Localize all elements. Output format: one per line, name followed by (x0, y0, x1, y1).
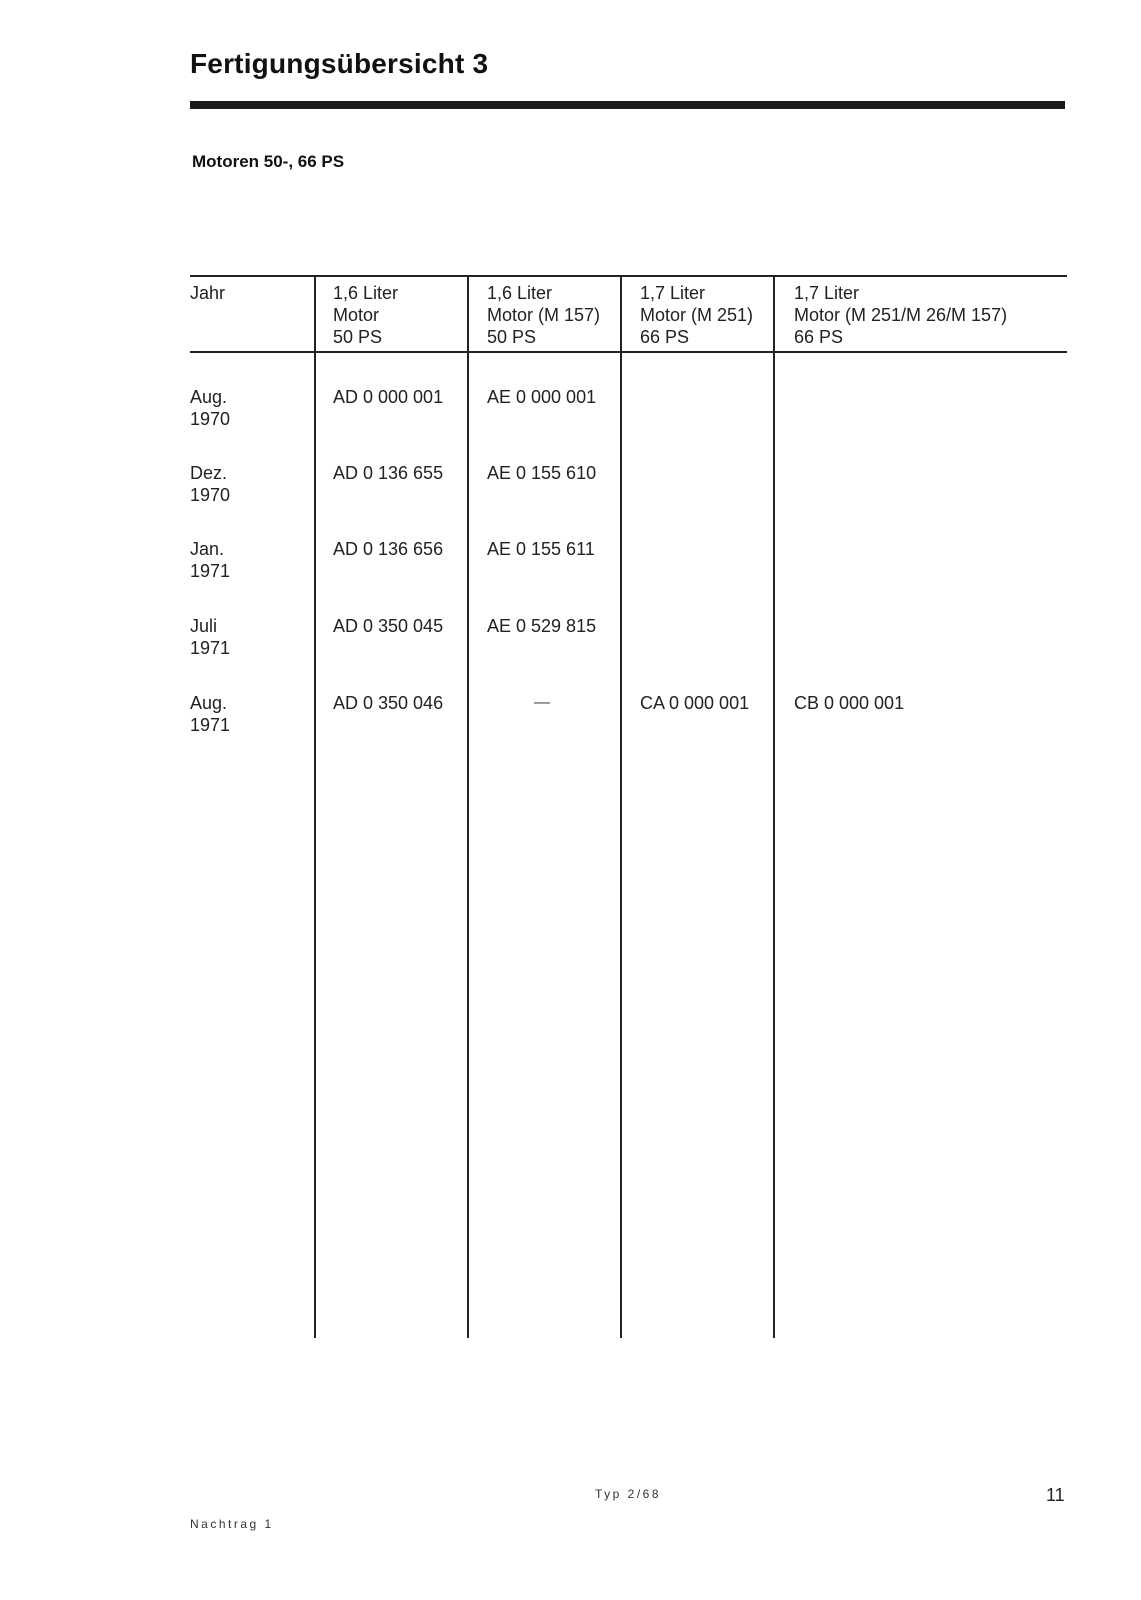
table-cell: AD 0 136 656 (333, 539, 444, 559)
column-divider (467, 276, 469, 1338)
footer-type-label: Typ 2/68 (595, 1487, 662, 1501)
title-rule (190, 101, 1065, 109)
table-cell: AD 0 350 045 (333, 616, 444, 636)
table-cell-empty-dash: — (534, 694, 550, 711)
page-subtitle: Motoren 50-, 66 PS (192, 152, 345, 171)
header-engine-1-6-m157: 1,6 Liter Motor (M 157) 50 PS (487, 283, 601, 347)
table-row-date: Jan. 1971 (190, 539, 231, 581)
table-cell: AD 0 350 046 (333, 693, 444, 713)
table-top-rule (190, 275, 1067, 277)
table-row-date: Aug. 1971 (190, 693, 231, 735)
table-cell: AD 0 000 001 (333, 387, 444, 407)
header-engine-1-6-50ps: 1,6 Liter Motor 50 PS (333, 283, 399, 347)
table-cell: AD 0 136 655 (333, 463, 444, 483)
column-divider (620, 276, 622, 1338)
table-cell: AE 0 529 815 (487, 616, 597, 636)
table-cell: AE 0 155 610 (487, 463, 597, 483)
table-header-rule (190, 351, 1067, 353)
header-year: Jahr (190, 283, 226, 303)
header-engine-1-7-m251-m26-m157: 1,7 Liter Motor (M 251/M 26/M 157) 66 PS (794, 283, 1008, 347)
table-row-date: Juli 1971 (190, 616, 231, 658)
column-divider (773, 276, 775, 1338)
table-cell: CA 0 000 001 (640, 693, 750, 713)
column-divider (314, 276, 316, 1338)
table-cell: AE 0 155 611 (487, 539, 595, 559)
header-engine-1-7-m251: 1,7 Liter Motor (M 251) 66 PS (640, 283, 754, 347)
page-title: Fertigungsübersicht 3 (190, 48, 489, 79)
table-row-date: Aug. 1970 (190, 387, 231, 429)
table-cell: CB 0 000 001 (794, 693, 905, 713)
page-number: 11 (1046, 1485, 1065, 1505)
table-cell: AE 0 000 001 (487, 387, 597, 407)
table-row-date: Dez. 1970 (190, 463, 231, 505)
footer-supplement: Nachtrag 1 (190, 1517, 274, 1531)
